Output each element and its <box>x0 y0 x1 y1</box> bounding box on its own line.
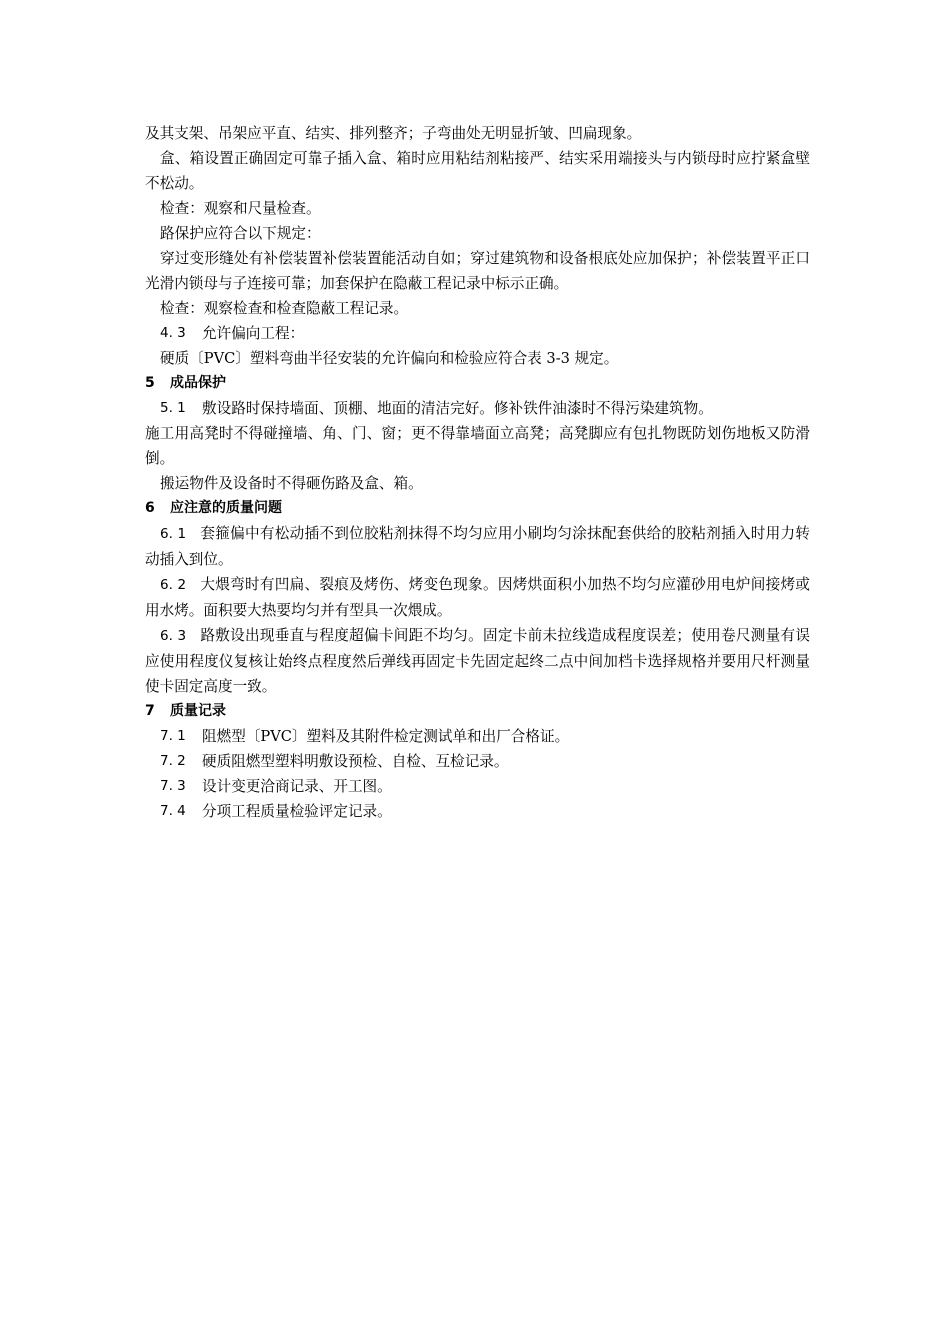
section-number: 7 <box>145 703 155 719</box>
paragraph: 搬运物件及设备时不得砸伤路及盒、箱。 <box>160 475 423 492</box>
paragraph: 穿过变形缝处有补偿装置补偿装置能活动自如；穿过建筑物和设备根底处应加保护；补偿装置平正口光滑内锁母与子连接可靠；加套保护在隐蔽工程记录中标示正确。 <box>145 250 810 292</box>
section-number: 6 <box>145 500 155 516</box>
subsection-number: 7. 1 <box>160 728 186 744</box>
subsection-7-4 <box>145 799 810 824</box>
paragraph: 盒、箱设置正确固定可靠子插入盒、箱时应用粘结剂粘接严、结实采用端接头与内锁母时应拧紧盒壁不松动。 <box>145 150 810 192</box>
document-body <box>145 121 810 824</box>
subsection-text: 路敷设出现垂直与程度超偏卡间距不均匀。固定卡前未拉线造成程度误差；使用卷尺测量有误应使用程度仪复核让始终点程度然后弹线再固定卡先固定起终二点中间加档卡选择规格并要用尺杆测量使卡固定高度一致。 <box>145 627 810 695</box>
subsection-text: 设计变更洽商记录、开工图。 <box>202 778 392 795</box>
subsection-number: 6. 1 <box>160 526 187 542</box>
section-heading-7 <box>145 699 810 724</box>
subsection-number: 6. 2 <box>160 577 187 593</box>
subsection-text: 硬质阻燃型塑料明敷设预检、自检、互检记录。 <box>202 753 509 770</box>
section-heading-6 <box>145 496 810 521</box>
section-number: 5 <box>145 375 155 391</box>
section-title: 成品保护 <box>170 375 226 391</box>
paragraph: 硬质〔PVC〕塑料弯曲半径安装的允许偏向和检验应符合表 3-3 规定。 <box>160 350 619 367</box>
subsection-text: 分项工程质量检验评定记录。 <box>202 803 392 820</box>
paragraph: 施工用高凳时不得碰撞墙、角、门、窗；更不得靠墙面立高凳；高凳脚应有包扎物既防划伤地板又防滑倒。 <box>145 425 810 467</box>
subsection-4-3 <box>145 321 810 346</box>
subsection-number: 6. 3 <box>160 628 187 644</box>
subsection-7-3 <box>145 774 810 799</box>
paragraph: 路保护应符合以下规定： <box>160 225 321 242</box>
subsection-6-3 <box>145 623 810 699</box>
paragraph: 检查：观察和尺量检查。 <box>160 200 321 217</box>
section-title: 质量记录 <box>170 703 226 719</box>
subsection-text: 敷设路时保持墙面、顶棚、地面的清洁完好。修补铁件油漆时不得污染建筑物。 <box>202 400 713 417</box>
subsection-number: 7. 4 <box>160 803 186 819</box>
subsection-text: 大煨弯时有凹扁、裂痕及烤伤、烤变色现象。因烤烘面积小加热不均匀应灌砂用电炉间接烤或用水烤。面积要大热要均匀并有型具一次煨成。 <box>145 576 810 619</box>
section-title: 应注意的质量问题 <box>170 500 282 516</box>
section-heading-5 <box>145 371 810 396</box>
subsection-6-1 <box>145 521 810 572</box>
subsection-text: 允许偏向工程： <box>202 325 305 342</box>
subsection-number: 7. 2 <box>160 753 186 769</box>
paragraph: 及其支架、吊架应平直、结实、排列整齐；子弯曲处无明显折皱、凹扁现象。 <box>145 125 642 142</box>
subsection-text: 阻燃型〔PVC〕塑料及其附件检定测试单和出厂合格证。 <box>202 728 570 745</box>
subsection-6-2 <box>145 572 810 623</box>
paragraph: 检查：观察检查和检查隐蔽工程记录。 <box>160 300 409 317</box>
subsection-7-1 <box>145 724 810 749</box>
subsection-text: 套箍偏中有松动插不到位胶粘剂抹得不均匀应用小刷均匀涂抹配套供给的胶粘剂插入时用力转动插入到位。 <box>145 525 810 568</box>
subsection-5-1 <box>145 396 810 421</box>
subsection-number: 5. 1 <box>160 400 186 416</box>
subsection-number: 7. 3 <box>160 778 186 794</box>
subsection-number: 4. 3 <box>160 325 186 341</box>
subsection-7-2 <box>145 749 810 774</box>
